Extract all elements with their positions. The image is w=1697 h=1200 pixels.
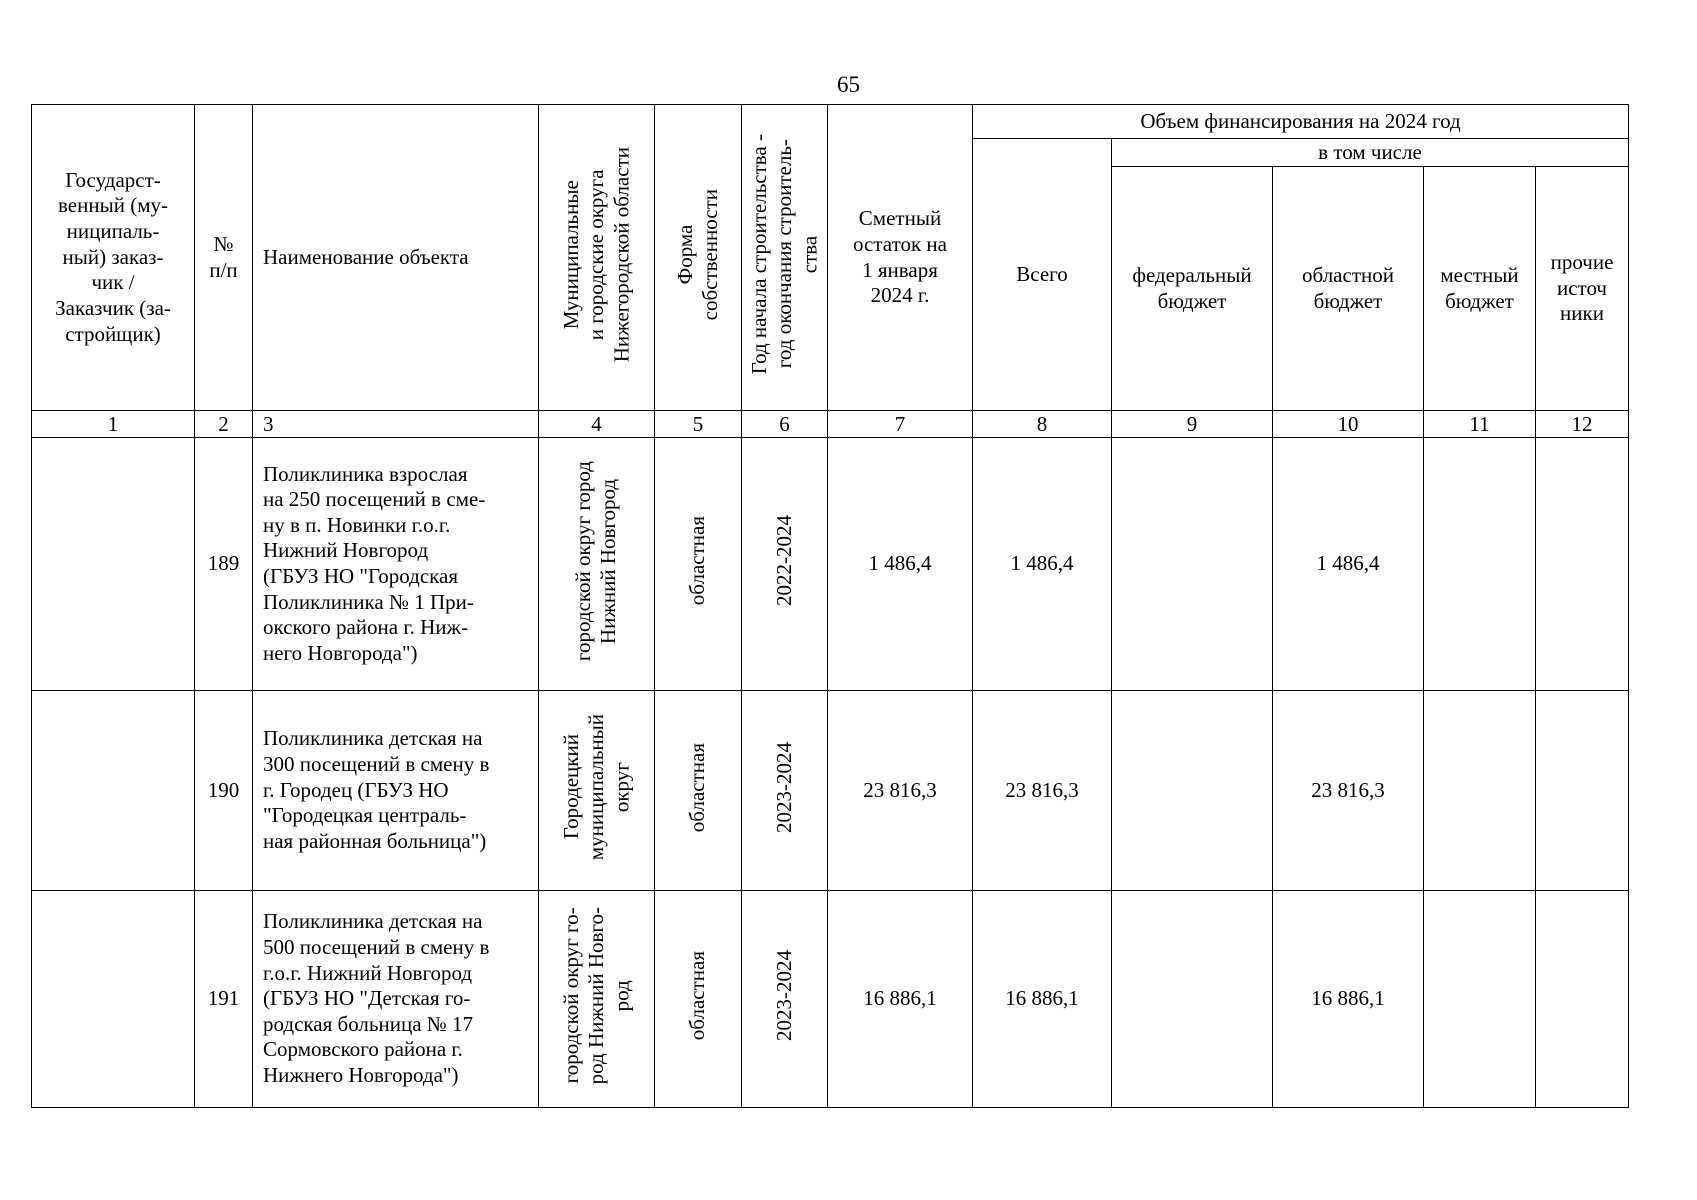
cell-num: 190	[195, 691, 253, 891]
column-number: 2	[195, 411, 253, 438]
table-row	[32, 691, 1629, 891]
cell-years: 2023-2024	[742, 891, 828, 1108]
column-number: 8	[973, 411, 1112, 438]
header-ownership: Форма собственности	[655, 105, 742, 411]
column-numbers-row	[32, 411, 1629, 438]
cell-regional: 23 816,3	[1273, 691, 1424, 891]
header-including: в том числе	[1112, 139, 1629, 167]
cell-other	[1536, 691, 1629, 891]
cell-ownership: областная	[655, 438, 742, 691]
cell-ownership: областная	[655, 691, 742, 891]
cell-other	[1536, 891, 1629, 1108]
cell-object-name: Поликлиника детская на 500 посещений в смену в г.о.г. Нижний Новгород (ГБУЗ НО "Детская го- родская больница № 17 Сормовского района г. Нижнего Новгорода")	[253, 891, 539, 1108]
cell-customer	[32, 691, 195, 891]
page-number: 65	[837, 72, 860, 97]
header-local: местный бюджет	[1424, 167, 1536, 411]
header-num: № п/п	[195, 105, 253, 411]
column-number: 12	[1536, 411, 1629, 438]
cell-local	[1424, 891, 1536, 1108]
column-number: 6	[742, 411, 828, 438]
header-object-name: Наименование объекта	[253, 105, 539, 411]
header-estimated-remainder: Сметный остаток на 1 января 2024 г.	[828, 105, 973, 411]
header-regional: областной бюджет	[1273, 167, 1424, 411]
header-federal: федеральный бюджет	[1112, 167, 1273, 411]
column-number: 1	[32, 411, 195, 438]
cell-total: 1 486,4	[973, 438, 1112, 691]
column-number: 4	[539, 411, 655, 438]
cell-federal	[1112, 438, 1273, 691]
cell-estimated-remainder: 23 816,3	[828, 691, 973, 891]
column-number: 5	[655, 411, 742, 438]
cell-local	[1424, 691, 1536, 891]
cell-federal	[1112, 891, 1273, 1108]
cell-other	[1536, 438, 1629, 691]
investment-table	[31, 104, 1629, 1108]
cell-municipality: городской округ го- род Нижний Новго- род	[539, 891, 655, 1108]
cell-regional: 1 486,4	[1273, 438, 1424, 691]
cell-municipality: Городецкий муниципальный округ	[539, 691, 655, 891]
cell-years: 2023-2024	[742, 691, 828, 891]
header-customer: Государст- венный (му- ниципаль- ный) заказ- чик / Заказчик (за- стройщик)	[32, 105, 195, 411]
column-number: 3	[253, 411, 539, 438]
header-other: прочие источ ники	[1536, 167, 1629, 411]
cell-regional: 16 886,1	[1273, 891, 1424, 1108]
table-row	[32, 438, 1629, 691]
cell-num: 189	[195, 438, 253, 691]
header-total: Всего	[973, 139, 1112, 411]
column-number: 10	[1273, 411, 1424, 438]
column-number: 7	[828, 411, 973, 438]
cell-ownership: областная	[655, 891, 742, 1108]
cell-customer	[32, 438, 195, 691]
column-number: 9	[1112, 411, 1273, 438]
cell-customer	[32, 891, 195, 1108]
cell-years: 2022-2024	[742, 438, 828, 691]
cell-total: 16 886,1	[973, 891, 1112, 1108]
cell-federal	[1112, 691, 1273, 891]
table-row	[32, 891, 1629, 1108]
cell-estimated-remainder: 16 886,1	[828, 891, 973, 1108]
cell-num: 191	[195, 891, 253, 1108]
header-years: Год начала строительства - год окончания строитель- ства	[742, 105, 828, 411]
cell-object-name: Поликлиника детская на 300 посещений в смену в г. Городец (ГБУЗ НО "Городецкая централь- ная районная больница")	[253, 691, 539, 891]
cell-estimated-remainder: 1 486,4	[828, 438, 973, 691]
column-number: 11	[1424, 411, 1536, 438]
cell-total: 23 816,3	[973, 691, 1112, 891]
cell-object-name: Поликлиника взрослая на 250 посещений в сме- ну в п. Новинки г.о.г. Нижний Новгород (ГБУЗ НО "Городская Поликлиника № 1 При- окского района г. Ниж- него Новгорода")	[253, 438, 539, 691]
header-funding-group: Объем финансирования на 2024 год	[973, 105, 1629, 139]
header-municipality: Муниципальные и городские округа Нижегородской области	[539, 105, 655, 411]
cell-municipality: городской округ город Нижний Новгород	[539, 438, 655, 691]
cell-local	[1424, 438, 1536, 691]
